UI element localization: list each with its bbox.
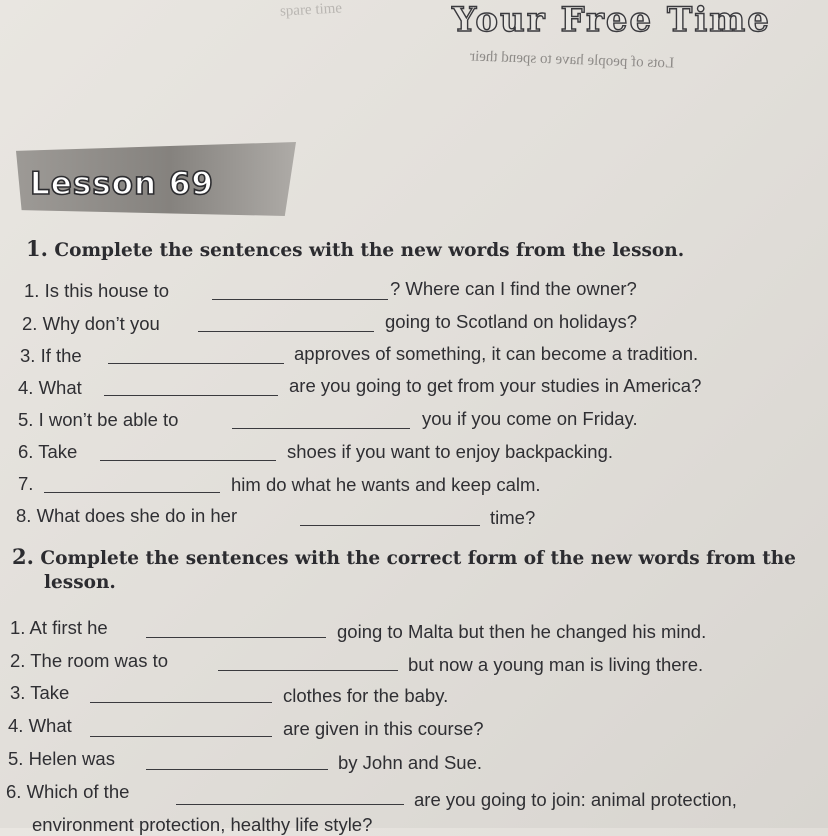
task2-item-4-blank[interactable]: [90, 736, 272, 737]
task2-item-2-right: but now a young man is living there.: [408, 654, 704, 675]
header-mirror-text: Lots of people have to spend their: [469, 48, 675, 72]
task2-cutoff-line: environment protection, healthy life style?: [32, 814, 373, 835]
task2-item-1-left: 1. At first he: [10, 617, 108, 638]
task2-item-2-left: 2. The room was to: [10, 650, 169, 671]
task1-item-2-blank[interactable]: [198, 331, 374, 332]
task1-item-3-right: approves of something, it can become a tradition.: [294, 343, 699, 364]
task2-item-6-left: 6. Which of the: [6, 781, 130, 802]
task1-item-2-left: 2. Why don’t you: [22, 313, 160, 334]
task-1-heading: [26, 236, 684, 261]
task2-item-4-right: are given in this course?: [283, 718, 484, 739]
header-title: Your Free Time: [452, 0, 771, 40]
task2-item-2-blank[interactable]: [218, 670, 398, 671]
task1-item-1-right: ? Where can I find the owner?: [390, 278, 637, 299]
task1-item-3-left: 3. If the: [20, 345, 82, 366]
task1-item-5-blank[interactable]: [232, 428, 410, 429]
task-2-instruction-line-2: lesson.: [44, 572, 116, 593]
task1-item-6-blank[interactable]: [100, 460, 276, 461]
task1-item-8-right: time?: [490, 507, 536, 528]
task1-item-4-right: are you going to get from your studies in America?: [289, 375, 702, 396]
task-2-number: 2.: [12, 544, 34, 569]
task-1-instruction: Complete the sentences with the new words from the lesson.: [54, 240, 685, 261]
task1-item-8-left: 8. What does she do in her: [16, 505, 238, 526]
task1-item-7-right: him do what he wants and keep calm.: [231, 474, 541, 495]
task2-item-3-blank[interactable]: [90, 702, 272, 703]
task2-item-5-right: by John and Sue.: [338, 752, 482, 773]
task2-item-6-blank[interactable]: [176, 804, 404, 805]
task1-item-4-left: 4. What: [18, 377, 82, 398]
header-faded-text: spare time: [279, 0, 343, 20]
task2-item-5-blank[interactable]: [146, 769, 328, 770]
task1-item-7-left: 7.: [18, 473, 34, 494]
task1-item-1-left: 1. Is this house to: [24, 280, 170, 301]
task2-item-3-right: clothes for the baby.: [283, 685, 449, 706]
task1-item-8-blank[interactable]: [300, 525, 480, 526]
task-2-heading: [12, 544, 796, 569]
task2-item-4-left: 4. What: [8, 715, 72, 736]
task1-item-6-right: shoes if you want to enjoy backpacking.: [287, 441, 613, 462]
task2-item-3-left: 3. Take: [10, 682, 70, 703]
task1-item-3-blank[interactable]: [108, 363, 284, 364]
task-1-number: 1.: [26, 236, 48, 261]
task1-item-2-right: going to Scotland on holidays?: [385, 311, 637, 332]
task1-item-7-blank[interactable]: [44, 492, 220, 493]
task2-item-1-blank[interactable]: [146, 637, 326, 638]
task2-item-6-right: are you going to join: animal protection,: [414, 789, 737, 810]
task1-item-4-blank[interactable]: [104, 395, 278, 396]
task1-item-1-blank[interactable]: [212, 299, 388, 300]
task2-item-5-left: 5. Helen was: [8, 748, 115, 769]
task1-item-5-left: 5. I won’t be able to: [18, 409, 179, 430]
task-2-instruction-line-1: Complete the sentences with the correct form of the new words from the: [40, 548, 796, 569]
task1-item-5-right: you if you come on Friday.: [422, 408, 638, 429]
task2-item-1-right: going to Malta but then he changed his mind.: [337, 621, 707, 642]
task1-item-6-left: 6. Take: [18, 441, 78, 462]
lesson-title: Lesson 69: [30, 166, 214, 202]
